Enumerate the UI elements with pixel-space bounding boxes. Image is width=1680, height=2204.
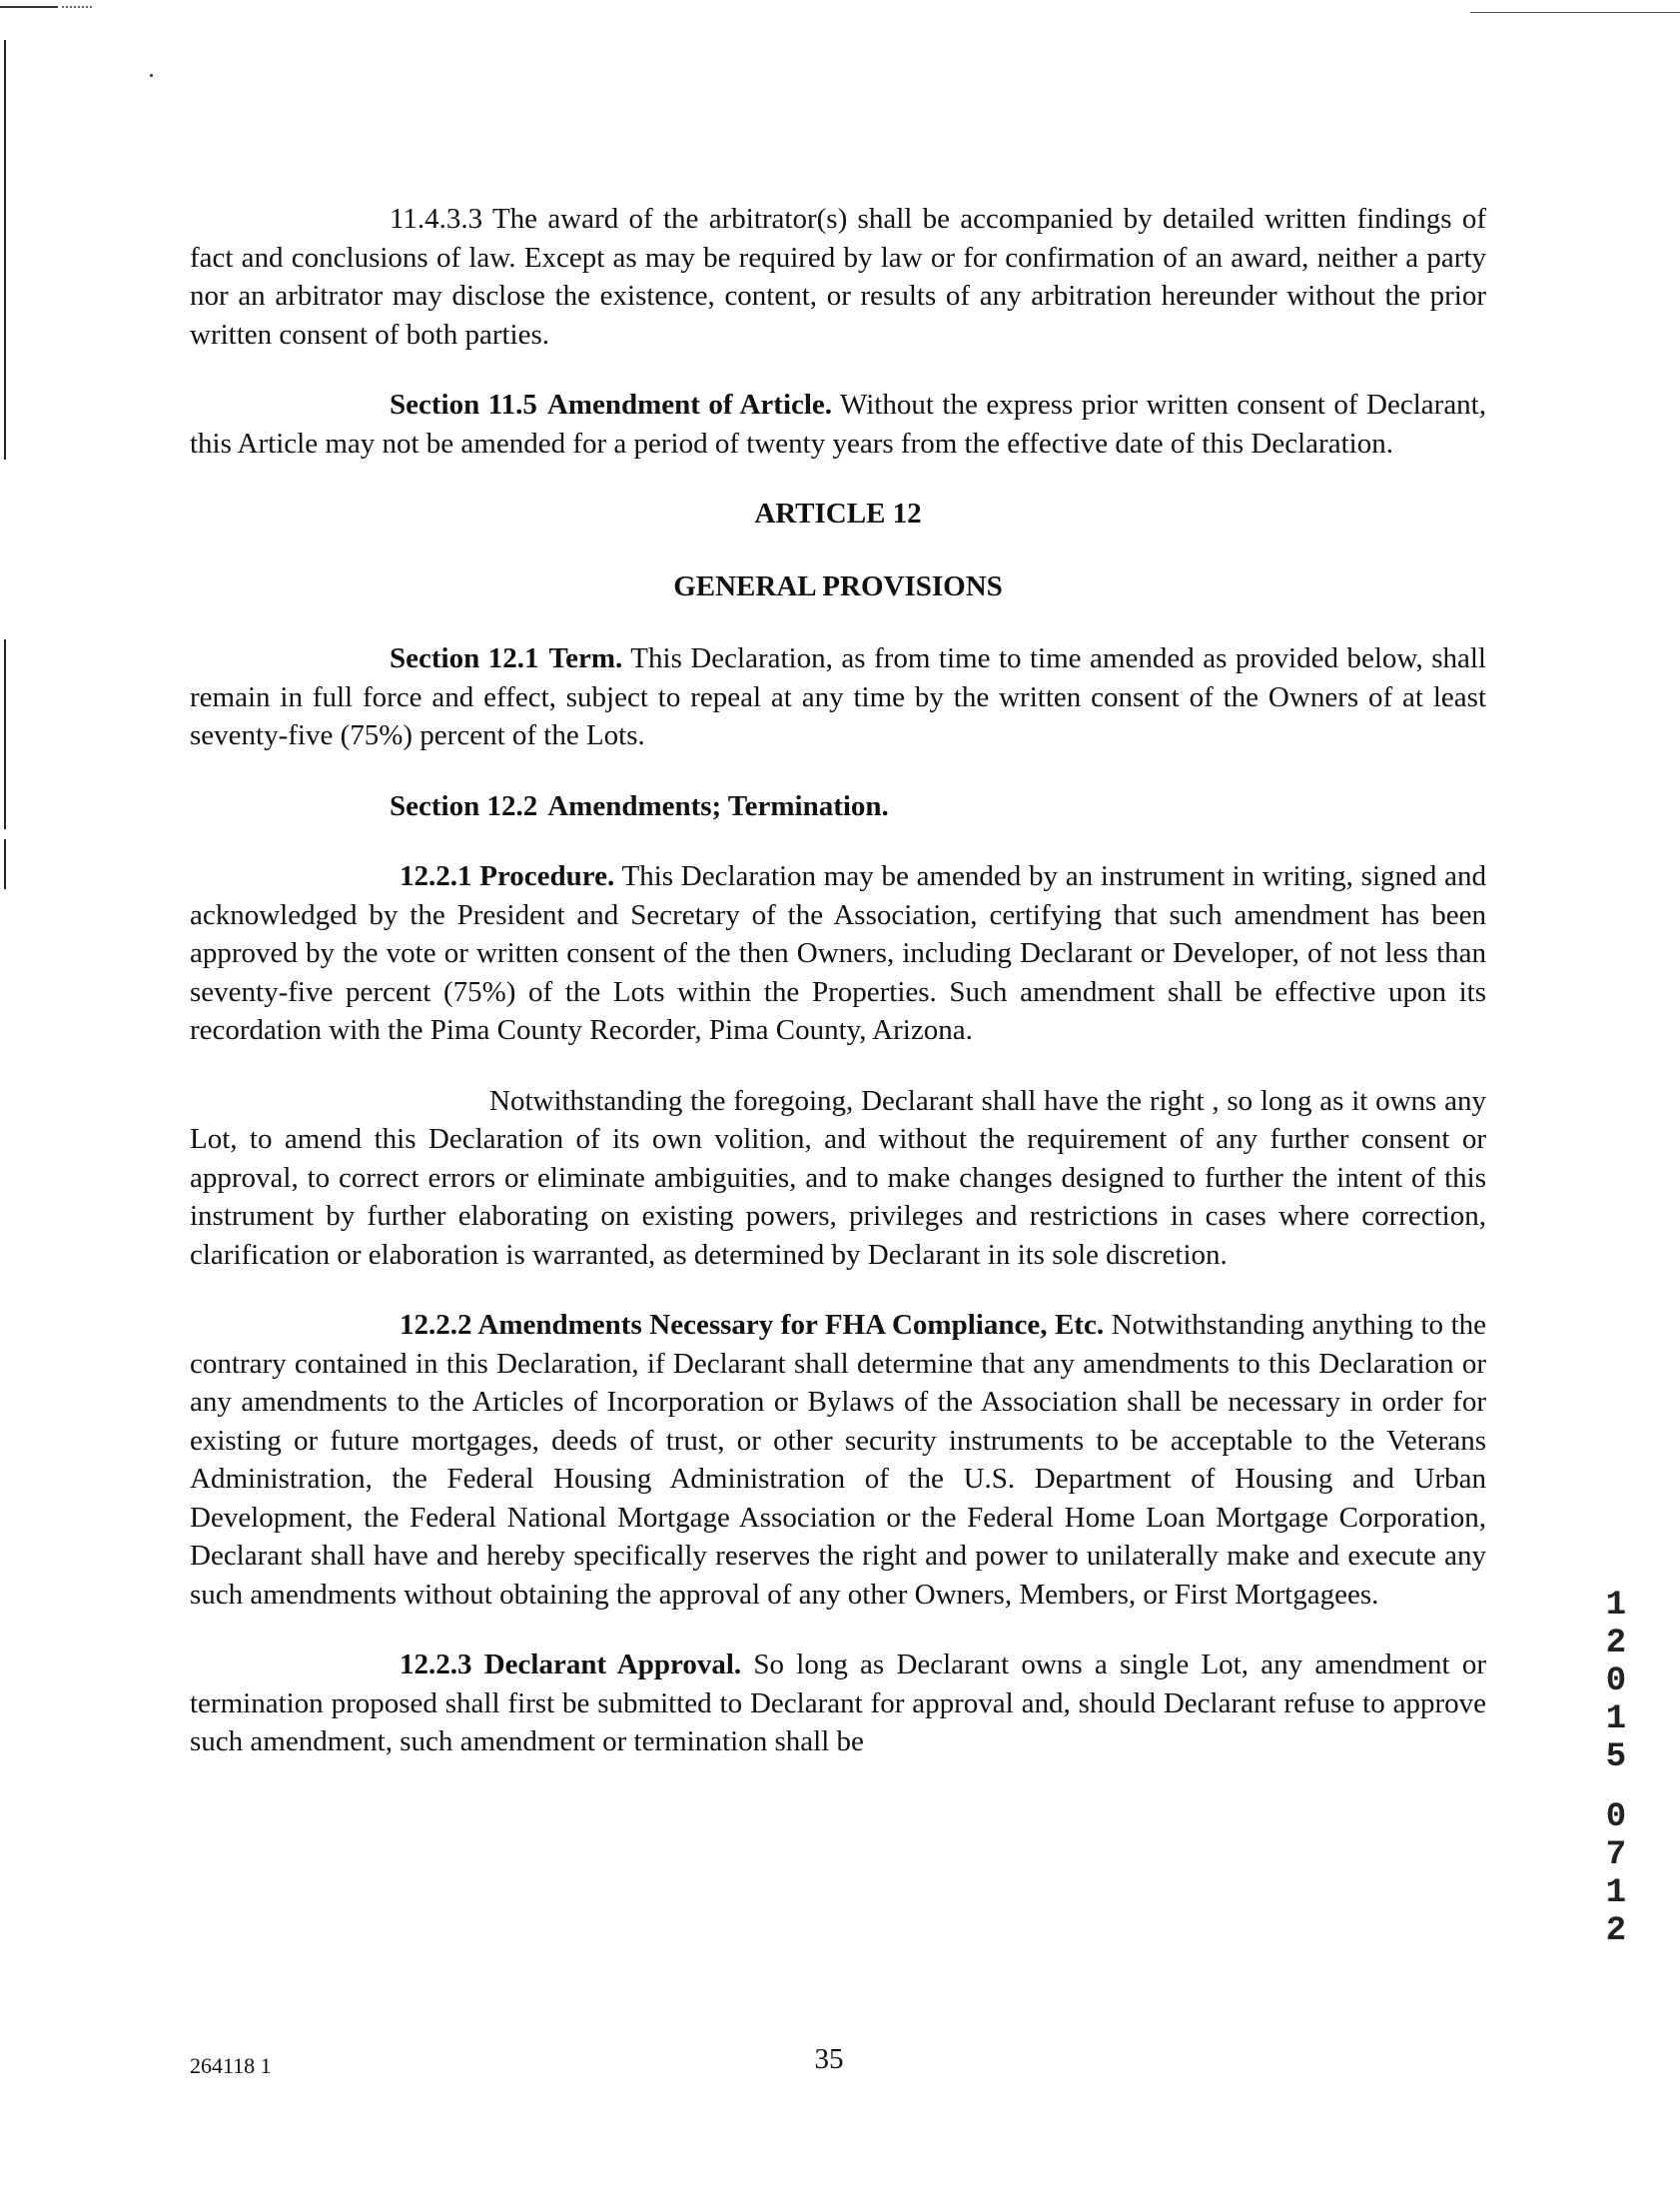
article-number: ARTICLE 12	[754, 498, 922, 530]
subsection-12-2-3	[190, 1646, 1486, 1761]
section-text: Without the express prior written consent of Declarant, this Article may not be amended for a period of twenty years from the effective date of this Declaration.	[190, 389, 1486, 460]
section-title: Amendment of Article.	[546, 389, 833, 421]
article-title: GENERAL PROVISIONS	[673, 569, 1003, 602]
stamp-digit: 1	[1605, 1874, 1627, 1912]
document-body	[190, 200, 1486, 1793]
subsection-text: Notwithstanding anything to the contrary contained in this Declaration, if Declarant shall determine that any amendments to this Declaration or any amendments to the Articles of Incorporation or Bylaws of the Association shall be necessary in order for existing or future mortgages, deeds of trust, or other security instruments to be acceptable to the Veterans Administration, the Federal Housing Administration of the U.S. Department of Housing and Urban Development, the Federal National Mortgage Association or the Federal Home Loan Mortgage Corporation, Declarant shall have and hereby specifically reserves the right and power to unilaterally make and execute any such amendments without obtaining the approval of any other Owners, Members, or First Mortgagees.	[190, 1309, 1487, 1611]
scan-margin-line	[4, 639, 6, 829]
section-label: Section 11.5	[390, 389, 537, 421]
subsection-label: 12.2.3 Declarant Approval.	[400, 1649, 742, 1680]
subsection-12-2-1	[190, 857, 1486, 1050]
paragraph-text: Notwithstanding the foregoing, Declarant shall have the right , so long as it owns any Lot, to amend this Declaration of its own volition, and without the requirement of any further consent or approval, to correct errors or eliminate ambiguities, and to make changes designed to further the intent of this instrument by further elaborating on existing powers, privileges and restrictions in cases where correction, clarification or elaboration is warranted, as determined by Declarant in its sole discretion.	[190, 1084, 1486, 1271]
paragraph-notwithstanding	[190, 1082, 1486, 1275]
stamp-digit: 1	[1605, 1700, 1627, 1738]
stamp-digit: 7	[1605, 1836, 1627, 1874]
subsection-text: This Declaration may be amended by an instrument in writing, signed and acknowledged by the President and Secretary of the Association, certifying that such amendment has been approved by the vote or written consent of the then Owners, including Declarant or Developer, of not less than seventy-five percent (75%) of the Lots within the Properties. Such amendment shall be effective upon its recordation with the Pima County Recorder, Pima County, Arizona.	[190, 860, 1486, 1046]
subsection-label: 12.2.2 Amendments Necessary for FHA Compliance, Etc.	[400, 1309, 1105, 1341]
section-title: Amendments; Termination.	[547, 789, 889, 822]
section-11-5	[190, 386, 1486, 463]
scan-artifact-top-right	[1470, 12, 1680, 13]
stamp-digit: 2	[1605, 1625, 1627, 1662]
scan-artifact-top-dots	[62, 6, 92, 8]
document-id: 264118 1	[190, 2053, 272, 2078]
section-12-2-heading	[190, 787, 1486, 826]
paragraph-text: 11.4.3.3 The award of the arbitrator(s) shall be accompanied by detailed written findings of fact and conclusions of law. Except as may be required by law or for confirmation of an award, neither a party nor an arbitrator may disclose the existence, content, or results of any arbitration hereunder without the prior written consent of both parties.	[190, 203, 1486, 351]
section-12-1	[190, 639, 1486, 755]
section-title: Term.	[548, 642, 623, 674]
stamp-digit: 1	[1605, 1587, 1627, 1625]
stamp-digit: 0	[1605, 1798, 1627, 1836]
section-label: Section 12.1	[390, 642, 539, 674]
stamp-digit: 5	[1605, 1738, 1627, 1776]
page-number: 35	[814, 2043, 844, 2075]
stamp-digit: 2	[1605, 1912, 1627, 1950]
section-label: Section 12.2	[390, 789, 538, 822]
scan-margin-line	[4, 40, 6, 460]
recording-number-stamp	[1596, 1587, 1636, 1950]
subsection-12-2-2	[190, 1306, 1486, 1614]
subsection-label: 12.2.1 Procedure.	[400, 860, 615, 892]
scan-speck	[150, 74, 153, 77]
subsection-text: So long as Declarant owns a single Lot, any amendment or termination proposed shall first be submitted to Declarant for approval and, should Declarant refuse to approve such amendment, such amendment or termination shall be	[190, 1649, 1487, 1757]
stamp-digit: 0	[1605, 1662, 1627, 1700]
scan-artifact-top-left	[0, 6, 58, 8]
section-text: This Declaration, as from time to time amended as provided below, shall remain in full force and effect, subject to repeal at any time by the written consent of the Owners of at least seventy-five (75%) percent of the Lots.	[190, 642, 1486, 751]
scan-margin-line	[4, 839, 6, 889]
paragraph-11-4-3-3	[190, 200, 1486, 354]
